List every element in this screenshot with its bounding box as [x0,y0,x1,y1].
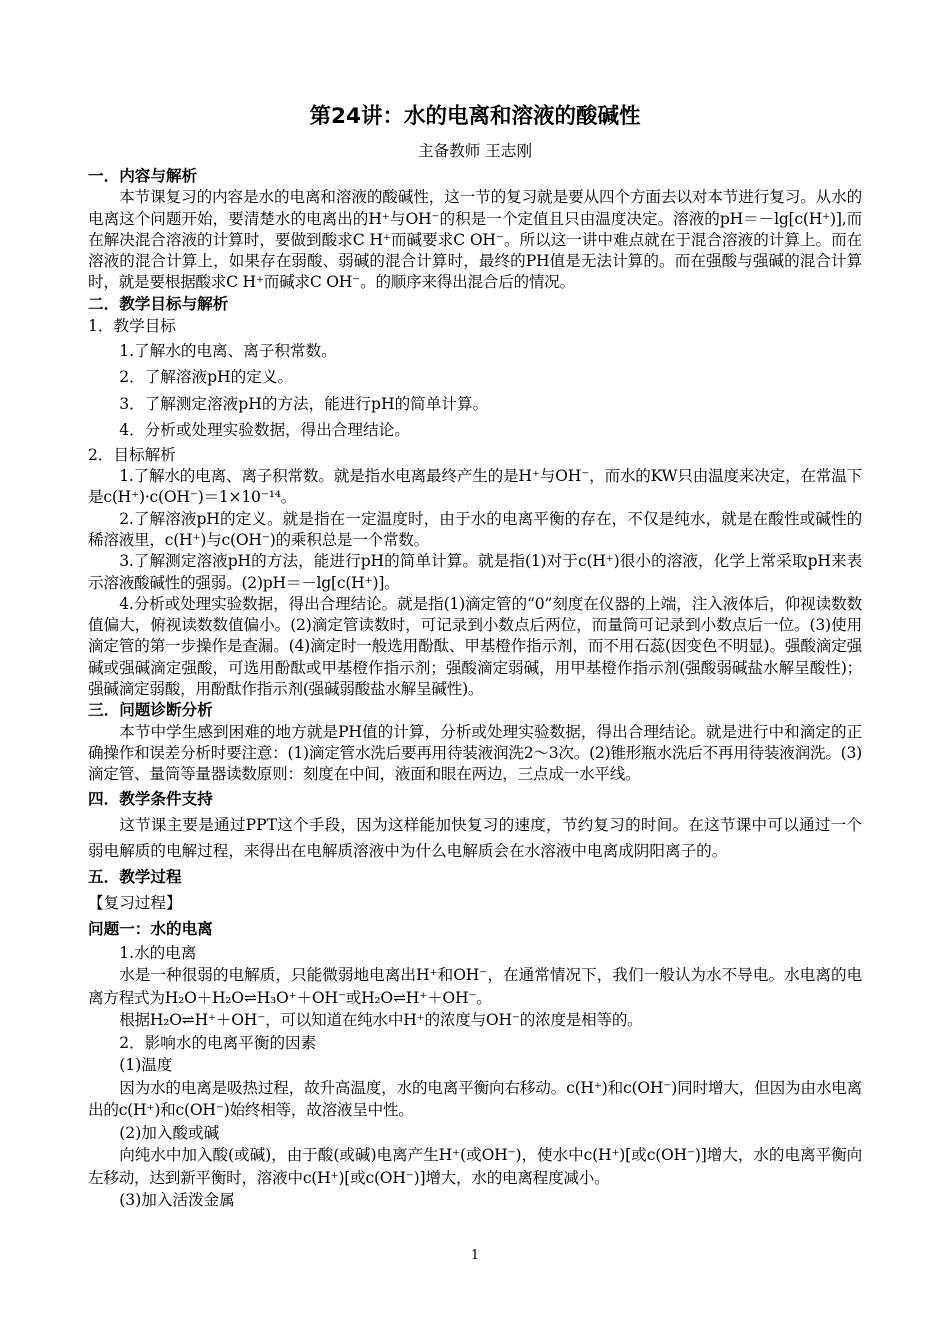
analysis-paragraph: 1.了解水的电离、离子积常数。就是指水电离最终产生的是H⁺与OH⁻，而水的KW只由温度来决定，在常温下是c(H⁺)·c(OH⁻)＝1×10⁻¹⁴。 [88,467,862,507]
goal-item: 3．了解测定溶液pH的方法，能进行pH的简单计算。 [119,394,489,413]
goal-item: 4．分析或处理实验数据，得出合理结论。 [119,421,410,440]
subheading-analysis: 2．目标解析 [88,445,176,464]
section-heading-content: 一．内容与解析 [88,167,198,185]
review-label: 【复习过程】 [88,893,182,912]
section-heading-diagnosis: 三．问题诊断分析 [88,701,213,720]
process-paragraph: 水是一种很弱的电解质，只能微弱地电离出H⁺和OH⁻，在通常情况下，我们一般认为水不导电。水电离的电离方程式为H₂O＋H₂O⇌H₃O⁺＋OH⁻或H₂O⇌H⁺＋OH⁻。 [88,966,862,1007]
author-line: 主备教师 王志刚 [417,142,533,160]
analysis-paragraph: 3.了解测定溶液pH的方法，能进行pH的简单计算。就是指(1)对于c(H⁺)很小的溶液，化学上常采取pH来表示溶液酸碱性的强弱。(2)pH＝－lg[c(H⁺)]。 [88,552,862,592]
conditions-paragraph: 这节课主要是通过PPT这个手段，因为这样能加快复习的速度，节约复习的时间。在这节课中可以通过一个弱电解质的电解过程，来得出在电解质溶液中为什么电解质会在水溶液中电离成阴阳离子的。 [88,815,862,860]
document-title: 第24讲：水的电离和溶液的酸碱性 [309,104,641,129]
section-heading-process: 五．教学过程 [88,867,182,886]
page-number: 1 [470,1248,480,1263]
analysis-paragraph: 4.分析或处理实验数据，得出合理结论。就是指(1)滴定管的“0”刻度在仪器的上端，注入液体后，仰视读数数值偏大，俯视读数数值偏小。(2)滴定管读数时，可记录到小数点后两位，而量筒可记录到小数点后一位。(3)使用滴定管的第一步操作是查漏。(4)滴定时一般选用酚酞、甲基橙作指示剂，而不用石蕊(因变色不明显)。强酸滴定强碱或强碱滴定强酸，可选用酚酞或甲基橙作指示剂；强酸滴定弱碱，用甲基橙作指示剂(强酸弱碱盐水解呈酸性)；强碱滴定弱酸，用酚酞作指示剂(强碱弱酸盐水解呈碱性)。 [88,594,862,699]
factor-heading: (2)加入酸或碱 [119,1123,220,1142]
factor-paragraph: 因为水的电离是吸热过程，故升高温度，水的电离平衡向右移动。c(H⁺)和c(OH⁻)同时增大，但因为由水电离出的c(H⁺)和c(OH⁻)始终相等，故溶液呈中性。 [88,1078,862,1120]
analysis-paragraph: 2.了解溶液pH的定义。就是指在一定温度时，由于水的电离平衡的存在，不仅是纯水，就是在酸性或碱性的稀溶液里，c(H⁺)与c(OH⁻)的乘积总是一个常数。 [88,509,862,549]
process-paragraph: 根据H₂O⇌H⁺＋OH⁻，可以知道在纯水中H⁺的浓度与OH⁻的浓度是相等的。 [119,1011,643,1030]
goal-item: 1.了解水的电离、离子积常数。 [119,341,337,360]
section-heading-conditions: 四．教学条件支持 [88,789,213,808]
diagnosis-paragraph: 本节中学生感到困难的地方就是PH值的计算，分析或处理实验数据，得出合理结论。就是进行中和滴定的正确操作和误差分析时要注意：(1)滴定管水洗后要再用待装液润洗2～3次。(2)锥形瓶水洗后不再用待装液润洗。(3)滴定管、量筒等量器读数原则：刻度在中间，液面和眼在两边，三点成一水平线。 [88,722,862,784]
section-content-paragraph: 本节课复习的内容是水的电离和溶液的酸碱性，这一节的复习就是要从四个方面去以对本节进行复习。从水的电离这个问题开始，要清楚水的电离出的H⁺与OH⁻的积是一个定值且只由温度决定。溶液的pH＝－lg[c(H⁺)],而在解决混合溶液的计算时，要做到酸求C H⁺而碱要求C OH⁻。所以这一讲中难点就在于混合溶液的计算上。而在溶液的混合计算上，如果存在弱酸、弱碱的混合计算时，最终的PH值是无法计算的。而在强酸与强碱的混合计算时，就是要根据酸求C H⁺而碱求C OH⁻。的顺序来得出混合后的情况。 [88,188,862,292]
process-item: 1.水的电离 [119,943,197,962]
subheading-goals: 1．教学目标 [88,317,176,336]
goal-item: 2．了解溶液pH的定义。 [119,368,294,387]
factor-heading: (3)加入活泼金属 [119,1191,235,1210]
factor-paragraph: 向纯水中加入酸(或碱)，由于酸(或碱)电离产生H⁺(或OH⁻)，使水中c(H⁺)[或c(OH⁻)]增大，水的电离平衡向左移动，达到新平衡时，溶液中c(H⁺)[或c(OH⁻)]增大，水的电离程度减小。 [88,1146,862,1187]
question-one-heading: 问题一：水的电离 [88,919,213,938]
section-heading-objectives: 二．教学目标与解析 [88,294,229,313]
process-item: 2．影响水的电离平衡的因素 [119,1033,317,1052]
factor-heading: (1)温度 [119,1056,173,1075]
